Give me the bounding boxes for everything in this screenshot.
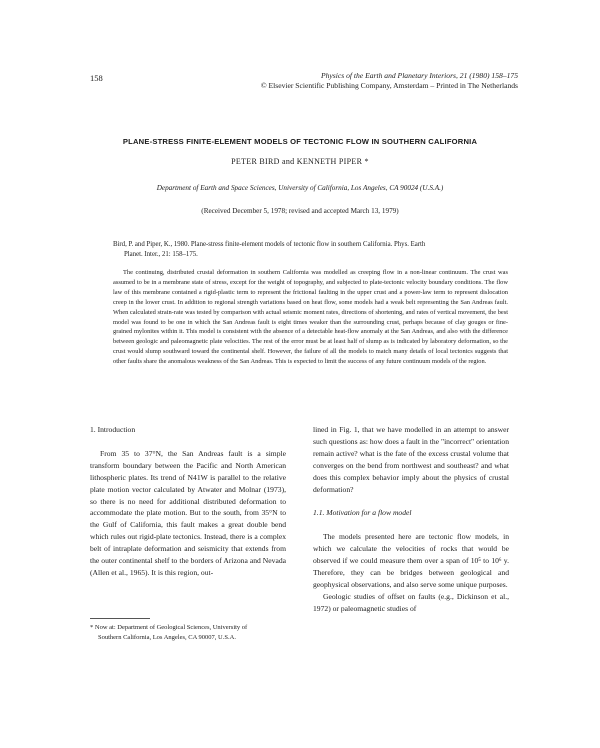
- abstract-text: The continuing, distributed crustal deformation in southern California was modelled as creeping flow in a non-linear continuum. The crust was assumed to be in a membrane state of stress, except for the weight of topography, and subjected to plate-tectonic velocity boundary conditions. The flow law of this membrane contained a rigid-plastic term to represent the frictional faulting in the upper crust and a power-law term to represent dislocation creep in the lower crust. In addition to regional strength variations based on heat flow, some models had a weak belt representing the San Andreas fault. When calculated strain-rate was tested by comparison with actual seismic moment rates, directions of shortening, and rates of vertical movement, the best model was found to be one in which the San Andreas fault is eight times weaker than the surrounding crust, perhaps because of clay gouges or fine-grained mylonites within it. This model is consistent with the absence of a detectable heat-flow anomaly at the San Andreas, and also with the difference between geologic and paleomagnetic plate velocities. The rest of the error must be at least half of slump as is indicated by laboratory deformation, so the crust would slump southward toward the continental shelf. However, the failure of all the models to match many details of local tectonics suggests that other faults share the anomalous weakness of the San Andreas. This is expected to limit the success of any future continuum models of the region.: [113, 269, 508, 366]
- footnote: [90, 618, 286, 642]
- subsection-heading: 1.1. Motivation for a flow model: [313, 508, 412, 518]
- reference-citation: [113, 240, 508, 260]
- footnote-line-1: * Now at: Department of Geological Sciences, University of: [90, 624, 248, 631]
- journal-citation-line: Physics of the Earth and Planetary Interiors, 21 (1980) 158–175: [321, 71, 518, 80]
- received-dates: (Received December 5, 1978; revised and accepted March 13, 1979): [201, 207, 399, 215]
- footnote-rule: [90, 618, 150, 619]
- right-column: [313, 424, 509, 615]
- publisher-line: © Elsevier Scientific Publishing Company, Amsterdam – Printed in The Netherlands: [260, 81, 518, 90]
- section-heading: 1. Introduction: [90, 425, 136, 434]
- page-number: 158: [90, 73, 103, 83]
- footnote-line-2: Southern California, Los Angeles, CA 90007, U.S.A.: [98, 633, 236, 641]
- citation-line-2: Planet. Inter., 21: 158–175.: [124, 251, 198, 258]
- author-affiliation: Department of Earth and Space Sciences, University of California, Los Angeles, CA 90024 (U.S.A.): [156, 184, 444, 192]
- left-column: [90, 424, 286, 579]
- article-authors: PETER BIRD and KENNETH PIPER *: [231, 157, 369, 166]
- article-title: PLANE-STRESS FINITE-ELEMENT MODELS OF TECTONIC FLOW IN SOUTHERN CALIFORNIA: [122, 137, 478, 146]
- citation-line-1: Bird, P. and Piper, K., 1980. Plane-stress finite-element models of tectonic flow in southern California. Phys. Earth: [113, 241, 426, 248]
- body-paragraph-4: Geologic studies of offset on faults (e.g., Dickinson et al., 1972) or paleomagnetic studies of: [313, 591, 509, 613]
- body-paragraph-1: From 35 to 37°N, the San Andreas fault is a simple transform boundary between the Pacific and North American lithospheric plates. Its trend of N41W is parallel to the relative plate motion vector calculated by Atwater and Molnar (1973), so there is no need for additional distributed deformation to accommodate the plate motion. But to the south, from 35°N to the Gulf of California, this fault makes a great double bend which rules out rigid-plate tectonics. Instead, there is a complex belt of intraplate deformation and seismicity that extends from the outer continental shelf to the borders of Arizona and Nevada (Allen et al., 1965). It is this region, out-: [90, 448, 286, 577]
- journal-header: [188, 71, 518, 91]
- body-paragraph-3: The models presented here are tectonic flow models, in which we calculate the velocities of rocks that would be observed if we could measure them over a span of 10⁵ to 10⁶ y. Therefore, they can be bridges between geological and geophysical observations, and also serve some unique purposes.: [313, 532, 509, 589]
- body-paragraph-2: lined in Fig. 1, that we have modelled in an attempt to answer such questions as: how does a fault in the "incorrect" orientation remain active? what is the fate of the excess crustal volume that converges on the bend from northwest and southeast? and what does this complex behavior imply about the physics of crustal deformation?: [313, 425, 509, 494]
